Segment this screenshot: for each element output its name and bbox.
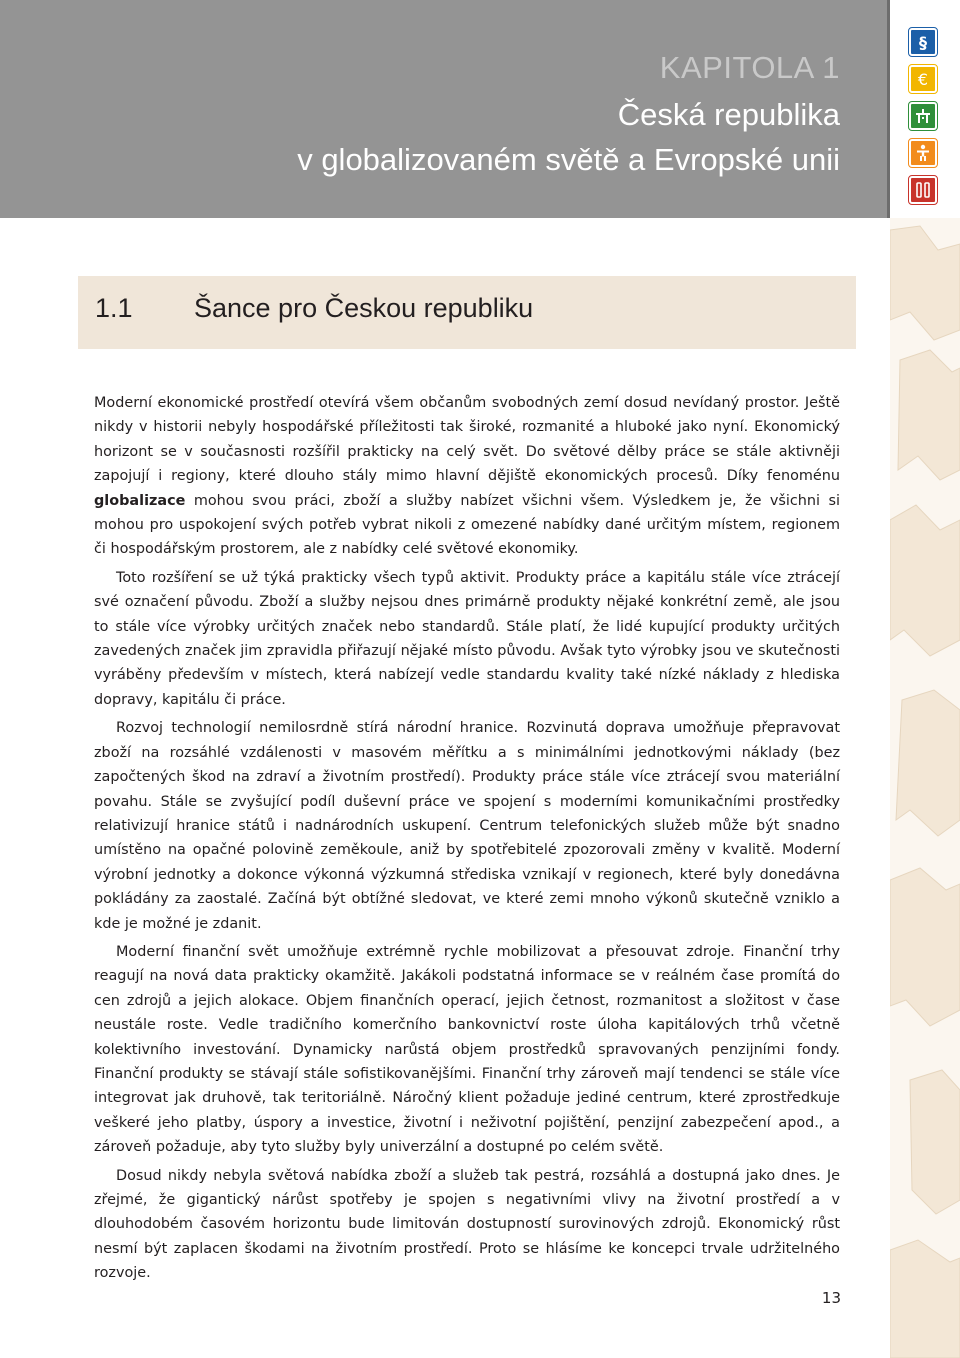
section-number: 1.1 [95,293,133,323]
highway-icon [909,102,937,130]
paragraph-5: Dosud nikdy nebyla světová nabídka zboží a služeb tak pestrá, rozsáhlá a dostupná jako dnes. Je zřejmé, že gigantický nárůst spotřeby je spojen s negativními vlivy na životní prostředí a v dlouhodobém časovém horizontu bude limitován dostupností surovinových zdrojů. Ekonomický růst nesmí být zaplacen škodami na životním prostředí. Proto se hlásíme ke koncepci trvale udržitelného rozvoje. [94,1167,840,1282]
chapter-title-line-2: v globalizovaném světě a Evropské unii [297,142,840,177]
svg-text:€: € [917,70,929,89]
chapter-title-line-1: Česká republika [617,97,840,132]
euro-icon [909,65,937,93]
chapter-label: KAPITOLA 1 [659,50,840,85]
body-text [94,391,840,1290]
paragraph-icon [909,28,937,56]
svg-text:§: § [919,33,927,52]
paragraph-4: Moderní finanční svět umožňuje extrémně rychle mobilizovat a přesouvat zdroje. Finanční trhy reagují na nová data prakticky okamžitě. Jakákoli podstatná informace se v reálném čase promítá do cen zdrojů a jejich alokace. Objem finančních operací, jejich četnost, rozmanitost a složitost v čase neustále roste. Vedle tradičního komerčního bankovnictví roste úloha kapitálových trhů včetně kolektivního investování. Dynamicky narůstá objem prostředků spravovaných penzijními fondy. Finanční produkty se stávají stále sofistikovanějšími. Finanční trhy zároveň mají tendenci se stále více integrovat jak druhově, tak teritoriálně. Náročný klient požaduje jediné centrum, které zprostředkuje veškeré jeho platby, úspory a investice, životní i neživotní pojištění, penzijní zabezpečení apod., a zároveň požaduje, aby tyto služby byly univerzální a dostupné po celém světě. [94,943,840,1156]
section-title: Šance pro Českou republiku [194,293,534,323]
paragraph-1-text-a: Moderní ekonomické prostředí otevírá všem občanům svobodných zemí dosud nevídaný prostor. Ještě nikdy v historii nebyly hospodářské příležitosti tak široké, rozmanité a hluboké jako nyní. Ekonomický horizont se v současnosti rozšířil prakticky na celý svět. Do světové dělby práce se stále aktivněji zapojují i regiony, které dlouho stály mimo hlavní dějiště ekonomických procesů. Díky fenoménu [94,395,840,485]
paragraph-3: Rozvoj technologií nemilosrdně stírá národní hranice. Rozvinutá doprava umožňuje přepravovat zboží na rozsáhlé vzdálenosti v masovém měřítku a s minimálními jednotkovými náklady (bez započtených škod na zdraví a životním prostředí). Produkty práce stále více ztrácejí svou materiální povahu. Stále se zvyšující podíl duševní práce ve spojení s moderními komunikačními prostředky relativizují hranice států i nadnárodních uskupení. Centrum telefonických služeb může být snadno umístěno na opačné polovině zeměkoule, aniž by spotřebitelé zpozorovali změny v kvalitě. Moderní výrobní jednotky a dokonce výkonná výzkumná střediska vznikají v regionech, které byly donedávna pokládány za zaostalé. Začíná být obtížné sledovat, ve které zemi mnoho výkonů skutečně vzniklo a kde je možné je zdanit. [94,720,840,932]
factory-icon [909,176,937,204]
highlighted-term: globalizace [94,492,186,509]
paragraph-1-text-b: mohou svou práci, zboží a služby nabízet všichni všem. Výsledkem je, že všichni si mohou pro uspokojení svých potřeb vybrat nikoli z omezené nabídky dané určitým místem, regionem či hospodářským prostorem, ale z nabídky celé světové ekonomiky. [94,492,840,558]
page-number: 13 [821,1289,841,1307]
paragraph-1 [94,391,840,562]
side-icon-column [909,28,939,213]
person-icon [909,139,937,167]
paragraph-2: Toto rozšíření se už týká prakticky všech typů aktivit. Produkty práce a kapitálu stále více ztrácejí své označení původu. Zboží a služby nejsou dnes primárně produkty nějaké konkrétní země, ale jsou to stále více výrobky určitých značek nebo standardů. Stále platí, že lidé kupující produkty určitých zavedených značek jim zpravidla přiřazují nějaké místo původu. Avšak tyto výrobky jsou ve skutečnosti vyráběny především v místech, která nabízejí vedle standardu kvality také nízké náklady z hlediska dopravy, kapitálu či práce. [94,569,840,708]
chapter-title [297,92,840,182]
